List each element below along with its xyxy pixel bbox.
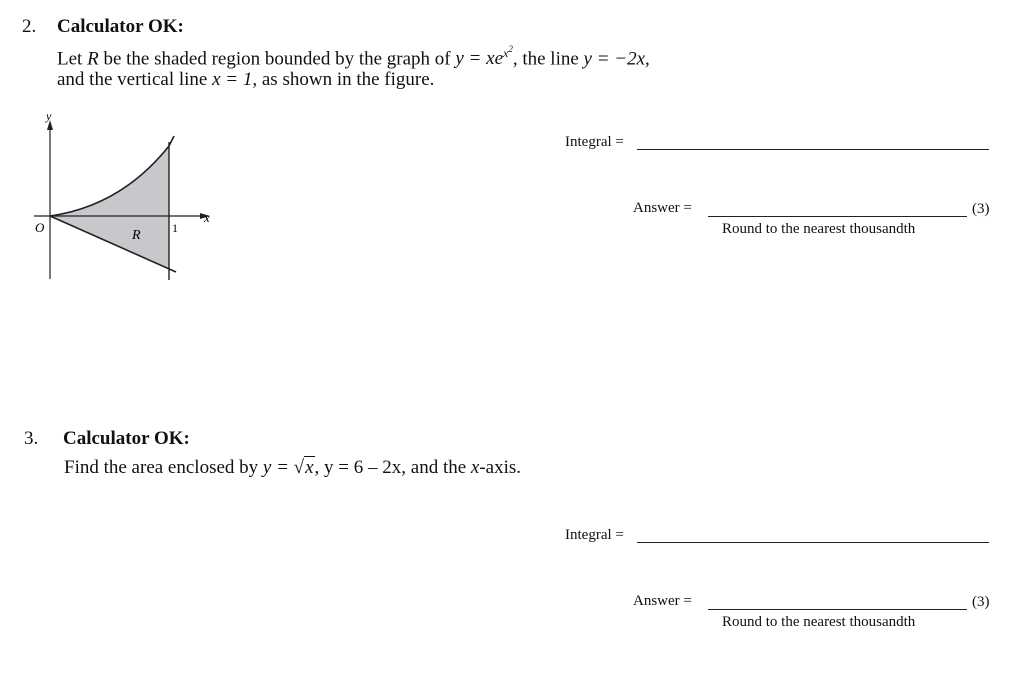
problem-2-heading: Calculator OK: xyxy=(57,16,184,37)
text-segment: , xyxy=(314,457,320,478)
problem-3-number: 3. xyxy=(24,428,39,449)
p3-answer-label: Answer = xyxy=(633,593,692,609)
tick-label-1: 1 xyxy=(172,221,178,235)
sqrt-expression xyxy=(294,457,315,479)
eq1-lhs: y = xyxy=(262,457,289,478)
text-segment: , and the xyxy=(401,457,467,478)
text-segment: and the vertical line xyxy=(57,69,208,90)
problem-2-number: 2. xyxy=(22,16,37,37)
curve-equation xyxy=(455,44,513,70)
eq2: y = 6 – 2x xyxy=(324,457,402,478)
curve-exponent-power: 2 xyxy=(508,44,513,54)
problem-2-statement-line-2 xyxy=(57,69,434,91)
curve-exponent: x xyxy=(503,46,509,60)
region-symbol: R xyxy=(87,48,99,70)
p3-answer-line[interactable] xyxy=(708,609,967,610)
p2-integral-label: Integral = xyxy=(565,134,624,150)
axis-var: x xyxy=(470,457,480,478)
x-axis-label: x xyxy=(204,210,210,225)
y-axis-label: y xyxy=(46,109,52,123)
curve-base: y = xe xyxy=(455,48,503,70)
curve-extension xyxy=(169,136,174,146)
radicand: x xyxy=(305,457,314,478)
p3-points: (3) xyxy=(972,594,990,610)
text-segment: , as shown in the figure. xyxy=(252,69,435,90)
text-segment: Let xyxy=(57,48,83,70)
text-segment: , the line xyxy=(512,48,579,70)
problem-2-statement-line-1 xyxy=(57,44,650,70)
text-segment: , xyxy=(645,48,650,70)
origin-label: O xyxy=(35,220,45,235)
shaded-region-r xyxy=(50,146,169,268)
p3-integral-label: Integral = xyxy=(565,527,624,543)
problem-3-heading: Calculator OK: xyxy=(63,428,190,449)
vertical-line-equation: x = 1 xyxy=(212,69,253,90)
text-segment: Find the area enclosed by xyxy=(64,457,259,478)
p2-integral-answer-line[interactable] xyxy=(637,149,989,150)
p3-integral-answer-line[interactable] xyxy=(637,542,989,543)
p2-round-note: Round to the nearest thousandth xyxy=(722,221,916,237)
radical-sign-icon: √ xyxy=(293,457,305,478)
p2-points: (3) xyxy=(972,201,990,217)
p2-answer-label: Answer = xyxy=(633,200,692,216)
text-segment: -axis. xyxy=(479,457,522,478)
region-graph xyxy=(26,106,226,286)
problem-3-statement xyxy=(64,457,521,479)
region-label: R xyxy=(132,228,141,243)
p3-round-note: Round to the nearest thousandth xyxy=(722,614,916,630)
line-equation: y = −2x xyxy=(583,48,646,70)
text-segment: be the shaded region bounded by the graph of xyxy=(103,48,451,70)
p2-answer-line[interactable] xyxy=(708,216,967,217)
